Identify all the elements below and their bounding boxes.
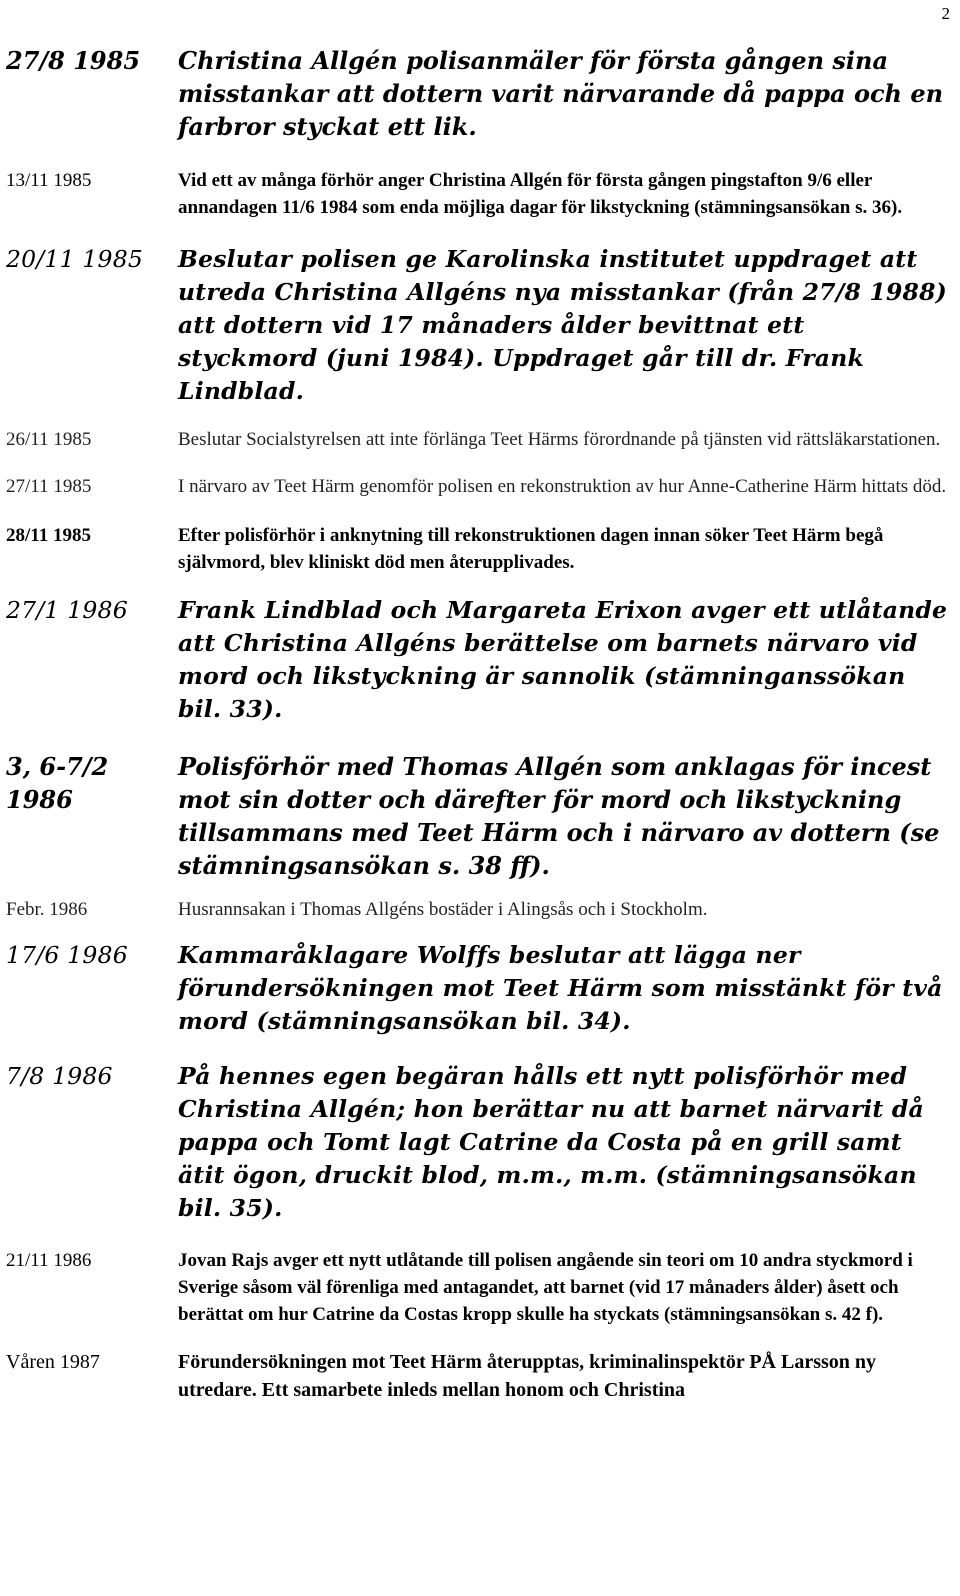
entry-text: Kammaråklagare Wolffs beslutar att lägga ner förundersökningen mot Teet Härm som misstänkt för två mord (stämningsansökan bil. 34). (178, 941, 943, 1035)
entry-date: 7/8 1986 (6, 1062, 113, 1090)
chronology-entry (6, 44, 950, 143)
chronology-entry (6, 594, 950, 726)
entry-date: 27/8 1985 (6, 46, 141, 75)
chronology-entry (6, 522, 950, 576)
chronology-entry (6, 1247, 950, 1328)
chronology-entry (6, 426, 950, 453)
entry-date: 27/1 1986 (6, 596, 128, 624)
chronology-list (6, 44, 950, 1404)
entry-date: 17/6 1986 (6, 941, 128, 969)
entry-text: Beslutar polisen ge Karolinska institutet uppdraget att utreda Christina Allgéns nya misstankar (från 27/8 1988) att dottern vid 17 månaders ålder bevittnat ett styckmord (juni 1984). Uppdraget går till dr. Frank Lindblad. (178, 245, 947, 405)
chronology-entry (6, 939, 950, 1038)
chronology-entry (6, 167, 950, 221)
page-number: 2 (941, 4, 950, 23)
entry-text: Christina Allgén polisanmäler för första gången sina misstankar att dottern varit närvarande då pappa och en farbror styckat ett lik. (178, 46, 944, 141)
entry-text: Förundersökningen mot Teet Härm återupptas, kriminalinspektör PÅ Larsson ny utredare. Ett samarbete inleds mellan honom och Christina (178, 1351, 877, 1401)
entry-text: Efter polisförhör i anknytning till rekonstruktionen dagen innan söker Teet Härm begå självmord, blev kliniskt död men återupplivades. (178, 525, 884, 573)
entry-date: 20/11 1985 (6, 245, 143, 273)
entry-date: 13/11 1985 (6, 170, 92, 191)
entry-text: Vid ett av många förhör anger Christina Allgén för första gången pingstafton 9/6 eller annandagen 11/6 1984 som enda möjliga dagar för likstyckning (stämningsansökan s. 36). (178, 170, 903, 218)
entry-text: I närvaro av Teet Härm genomför polisen en rekonstruktion av hur Anne-Catherine Härm hittats död. (178, 476, 947, 497)
entry-date: 21/11 1986 (6, 1250, 92, 1271)
entry-date: 28/11 1985 (6, 525, 91, 546)
entry-date: Våren 1987 (6, 1351, 100, 1373)
entry-text: Husrannsakan i Thomas Allgéns bostäder i Alingsås och i Stockholm. (178, 899, 708, 920)
entry-date: Febr. 1986 (6, 899, 88, 920)
entry-date: 26/11 1985 (6, 429, 92, 450)
chronology-entry (6, 1060, 950, 1225)
chronology-entry (6, 473, 950, 500)
entry-date: 3, 6-7/2 1986 (6, 752, 109, 814)
entry-text: Frank Lindblad och Margareta Erixon avger ett utlåtande att Christina Allgéns berättelse om barnets närvaro vid mord och likstyckning är sannolik (stämninganssökan bil. 33). (178, 596, 948, 723)
entry-text: På hennes egen begäran hålls ett nytt polisförhör med Christina Allgén; hon berättar nu att barnet närvarit då pappa och Tomt lagt Catrine da Costa på en grill samt ätit ögon, druckit blod, m.m., m.m. (stämningsansökan bil. 35). (178, 1062, 924, 1222)
chronology-entry (6, 750, 950, 882)
entry-text: Polisförhör med Thomas Allgén som anklagas för incest mot sin dotter och därefter för mord och likstyckning tillsammans med Teet Härm och i närvaro av dottern (se stämningsansökan s. 38 ff). (178, 752, 940, 880)
entry-text: Jovan Rajs avger ett nytt utlåtande till polisen angående sin teori om 10 andra styckmord i Sverige såsom väl förenliga med antagandet, att barnet (vid 17 månaders ålder) åsett och berättat om hur Catrine da Costas kropp skulle ha styckats (stämningsansökan s. 42 f). (178, 1250, 913, 1325)
chronology-entry (6, 896, 950, 923)
entry-date: 27/11 1985 (6, 476, 92, 497)
chronology-entry (6, 243, 950, 408)
chronology-entry (6, 1348, 950, 1404)
entry-text: Beslutar Socialstyrelsen att inte förlänga Teet Härms förordnande på tjänsten vid rättsläkarstationen. (178, 429, 941, 450)
